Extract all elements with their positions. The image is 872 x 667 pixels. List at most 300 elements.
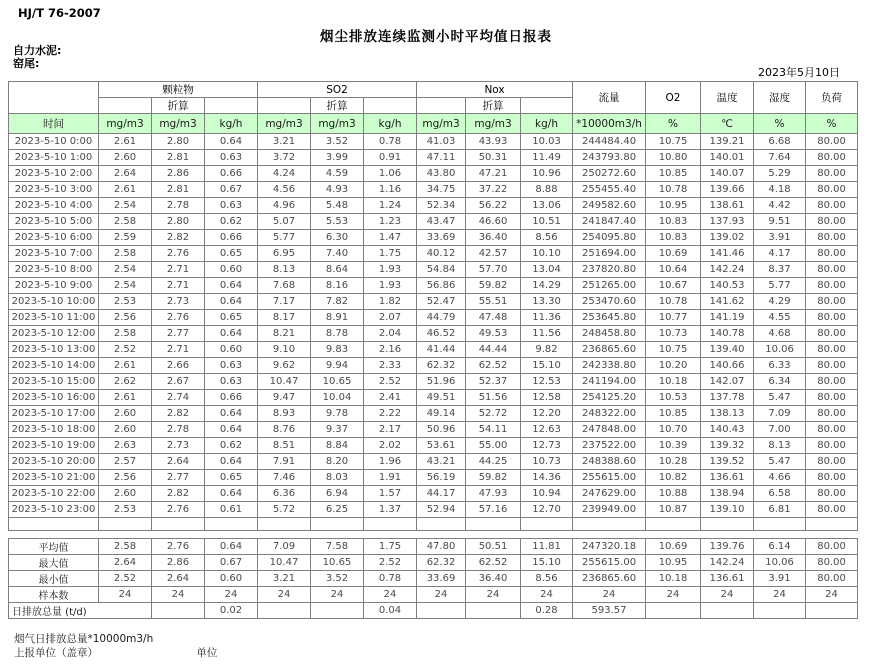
table-cell: 140.78 xyxy=(701,326,754,342)
table-cell: 2023-5-10 22:00 xyxy=(9,486,99,502)
table-cell: 239949.00 xyxy=(573,502,646,518)
table-cell: 2.80 xyxy=(152,214,205,230)
table-cell: 1.06 xyxy=(364,166,417,182)
table-cell: 2023-5-10 12:00 xyxy=(9,326,99,342)
table-row xyxy=(9,246,858,262)
table-cell: 43.93 xyxy=(466,134,521,150)
table-cell: 138.13 xyxy=(701,406,754,422)
table-cell: 2.60 xyxy=(99,406,152,422)
table-cell: 2023-5-10 9:00 xyxy=(9,278,99,294)
table-cell: 2.81 xyxy=(152,150,205,166)
table-cell: 0.64 xyxy=(205,326,258,342)
table-cell: 2.86 xyxy=(152,555,205,571)
table-cell: 62.32 xyxy=(417,555,466,571)
table-cell: 2.80 xyxy=(152,134,205,150)
unit-label: 单位 xyxy=(196,647,218,659)
table-cell: 43.47 xyxy=(417,214,466,230)
table-cell: 6.33 xyxy=(754,358,806,374)
table-cell: 0.78 xyxy=(364,134,417,150)
table-cell: 56.22 xyxy=(466,198,521,214)
unit-mg: mg/m3 xyxy=(417,114,466,134)
table-cell: 80.00 xyxy=(806,374,858,390)
table-cell: 4.24 xyxy=(258,166,311,182)
table-cell: 3.21 xyxy=(258,571,311,587)
table-cell: 12.73 xyxy=(521,438,573,454)
table-cell: 10.95 xyxy=(646,555,701,571)
table-cell xyxy=(646,518,701,531)
table-row xyxy=(9,486,858,502)
table-cell: 0.65 xyxy=(205,470,258,486)
table-cell: 10.28 xyxy=(646,454,701,470)
table-cell: 0.60 xyxy=(205,262,258,278)
table-cell: 1.23 xyxy=(364,214,417,230)
table-cell: 2.62 xyxy=(99,374,152,390)
table-cell: 2.17 xyxy=(364,422,417,438)
table-cell: 9.94 xyxy=(311,358,364,374)
table-cell: 8.17 xyxy=(258,310,311,326)
table-cell: 247848.00 xyxy=(573,422,646,438)
table-cell: 80.00 xyxy=(806,294,858,310)
table-cell: 253470.60 xyxy=(573,294,646,310)
table-cell: 41.03 xyxy=(417,134,466,150)
table-cell: 2.60 xyxy=(99,150,152,166)
table-cell: 11.81 xyxy=(521,539,573,555)
table-cell: 6.68 xyxy=(754,134,806,150)
table-cell: 9.62 xyxy=(258,358,311,374)
table-row xyxy=(9,358,858,374)
table-cell: 10.65 xyxy=(311,555,364,571)
table-cell: 2023-5-10 6:00 xyxy=(9,230,99,246)
table-cell: 13.30 xyxy=(521,294,573,310)
table-cell: 47.21 xyxy=(466,166,521,182)
unit-mg: mg/m3 xyxy=(466,114,521,134)
table-cell: 3.52 xyxy=(311,134,364,150)
table-cell: 2023-5-10 17:00 xyxy=(9,406,99,422)
table-cell: 80.00 xyxy=(806,230,858,246)
col-group-nox: Nox xyxy=(417,82,573,98)
table-cell: 140.43 xyxy=(701,422,754,438)
table-row xyxy=(9,502,858,518)
table-cell: 2.52 xyxy=(364,555,417,571)
table-cell: 50.96 xyxy=(417,422,466,438)
table-cell: 139.76 xyxy=(701,539,754,555)
table-cell: 2023-5-10 1:00 xyxy=(9,150,99,166)
report-unit-label: 上报单位（盖章） xyxy=(14,647,98,659)
table-cell: 44.79 xyxy=(417,310,466,326)
table-cell: 8.93 xyxy=(258,406,311,422)
table-cell: 57.16 xyxy=(466,502,521,518)
table-cell: 24 xyxy=(417,587,466,603)
table-cell: 2023-5-10 2:00 xyxy=(9,166,99,182)
table-cell xyxy=(646,603,701,619)
table-cell: 5.48 xyxy=(311,198,364,214)
report-table xyxy=(8,81,858,619)
table-cell: 2.33 xyxy=(364,358,417,374)
col-group-so2: SO2 xyxy=(258,82,417,98)
table-cell: 7.46 xyxy=(258,470,311,486)
table-cell: 5.77 xyxy=(258,230,311,246)
table-row xyxy=(9,294,858,310)
table-cell: 47.80 xyxy=(417,539,466,555)
table-cell: 2.63 xyxy=(99,438,152,454)
table-cell: 2.82 xyxy=(152,486,205,502)
table-cell: 10.85 xyxy=(646,166,701,182)
table-cell: 52.94 xyxy=(417,502,466,518)
col-temp: 温度 xyxy=(701,82,754,114)
table-cell: 80.00 xyxy=(806,539,858,555)
table-row xyxy=(9,150,858,166)
table-cell: 244484.40 xyxy=(573,134,646,150)
table-row xyxy=(9,326,858,342)
table-cell: 138.61 xyxy=(701,198,754,214)
table-cell: 44.25 xyxy=(466,454,521,470)
table-cell: 80.00 xyxy=(806,454,858,470)
unit-mg: mg/m3 xyxy=(99,114,152,134)
table-cell: 2023-5-10 16:00 xyxy=(9,390,99,406)
table-cell: 2023-5-10 4:00 xyxy=(9,198,99,214)
nox-kgh-spacer xyxy=(521,98,573,114)
table-cell: 10.47 xyxy=(258,555,311,571)
table-cell: 139.66 xyxy=(701,182,754,198)
table-row xyxy=(9,182,858,198)
table-cell: 242338.80 xyxy=(573,358,646,374)
table-cell xyxy=(806,603,858,619)
col-load: 负荷 xyxy=(806,82,858,114)
table-cell: 2.54 xyxy=(99,198,152,214)
table-cell: 80.00 xyxy=(806,310,858,326)
summary-row xyxy=(9,539,858,555)
company-name: 自力水泥: xyxy=(13,44,62,57)
table-cell: 80.00 xyxy=(806,262,858,278)
flue-gas-total-label: 烟气日排放总量*10000m3/h xyxy=(14,633,154,645)
table-cell: 47.93 xyxy=(466,486,521,502)
table-cell: 9.37 xyxy=(311,422,364,438)
pm-raw-spacer xyxy=(99,98,152,114)
table-cell: 2.82 xyxy=(152,406,205,422)
table-cell: 11.36 xyxy=(521,310,573,326)
table-cell: 7.91 xyxy=(258,454,311,470)
table-cell: 47.48 xyxy=(466,310,521,326)
table-cell: 0.66 xyxy=(205,390,258,406)
table-cell: 2023-5-10 11:00 xyxy=(9,310,99,326)
table-cell: 141.19 xyxy=(701,310,754,326)
table-cell: 36.40 xyxy=(466,230,521,246)
blank-row xyxy=(9,518,858,531)
table-cell: 12.63 xyxy=(521,422,573,438)
table-cell: 10.69 xyxy=(646,539,701,555)
table-cell: 142.24 xyxy=(701,555,754,571)
table-cell: 14.36 xyxy=(521,470,573,486)
table-cell: 236865.60 xyxy=(573,571,646,587)
table-cell: 80.00 xyxy=(806,571,858,587)
table-cell: 243793.80 xyxy=(573,150,646,166)
table-cell: 139.02 xyxy=(701,230,754,246)
table-cell: 251694.00 xyxy=(573,246,646,262)
table-cell: 10.77 xyxy=(646,310,701,326)
table-cell: 2.04 xyxy=(364,326,417,342)
unit-kgh: kg/h xyxy=(205,114,258,134)
table-cell: 57.70 xyxy=(466,262,521,278)
table-cell: 52.72 xyxy=(466,406,521,422)
time-header-spacer xyxy=(9,82,99,114)
footer-units-line xyxy=(14,645,217,660)
table-cell: 253645.80 xyxy=(573,310,646,326)
table-cell: 0.64 xyxy=(205,278,258,294)
table-cell: 4.17 xyxy=(754,246,806,262)
table-cell: 2.86 xyxy=(152,166,205,182)
table-cell: 2.76 xyxy=(152,310,205,326)
table-cell xyxy=(99,518,152,531)
table-cell: 10.94 xyxy=(521,486,573,502)
table-cell: 2.61 xyxy=(99,182,152,198)
table-cell: 2.52 xyxy=(99,571,152,587)
table-cell: 10.75 xyxy=(646,342,701,358)
table-cell: 2.64 xyxy=(99,166,152,182)
table-cell: 40.12 xyxy=(417,246,466,262)
table-cell: 24 xyxy=(754,587,806,603)
table-cell: 2.61 xyxy=(99,134,152,150)
summary-label: 平均值 xyxy=(9,539,99,555)
table-row xyxy=(9,230,858,246)
table-cell: 10.39 xyxy=(646,438,701,454)
table-cell: 2.64 xyxy=(99,555,152,571)
table-cell: 42.57 xyxy=(466,246,521,262)
table-cell: 2023-5-10 7:00 xyxy=(9,246,99,262)
unit-pct: % xyxy=(806,114,858,134)
table-cell: 8.91 xyxy=(311,310,364,326)
unit-mg: mg/m3 xyxy=(152,114,205,134)
table-cell: 137.93 xyxy=(701,214,754,230)
summary-label: 样本数 xyxy=(9,587,99,603)
table-cell: 248458.80 xyxy=(573,326,646,342)
table-cell: 7.64 xyxy=(754,150,806,166)
summary-label: 最大值 xyxy=(9,555,99,571)
table-cell: 1.93 xyxy=(364,278,417,294)
table-cell xyxy=(311,603,364,619)
table-cell: 10.20 xyxy=(646,358,701,374)
table-cell: 5.29 xyxy=(754,166,806,182)
table-cell: 80.00 xyxy=(806,438,858,454)
table-cell: 2.78 xyxy=(152,422,205,438)
table-cell: 2.71 xyxy=(152,262,205,278)
table-cell: 1.16 xyxy=(364,182,417,198)
table-cell: 142.24 xyxy=(701,262,754,278)
table-cell: 8.16 xyxy=(311,278,364,294)
table-cell xyxy=(9,518,99,531)
table-cell: 13.06 xyxy=(521,198,573,214)
table-cell: 4.18 xyxy=(754,182,806,198)
table-cell: 2.60 xyxy=(99,486,152,502)
table-cell: 49.53 xyxy=(466,326,521,342)
table-cell: 80.00 xyxy=(806,486,858,502)
so2-raw-spacer xyxy=(258,98,311,114)
table-cell: 0.91 xyxy=(364,150,417,166)
table-cell: 2.58 xyxy=(99,326,152,342)
table-cell: 0.64 xyxy=(205,294,258,310)
report-title: 烟尘排放连续监测小时平均值日报表 xyxy=(320,29,552,45)
table-cell: 11.49 xyxy=(521,150,573,166)
table-cell: 8.56 xyxy=(521,230,573,246)
table-cell: 8.13 xyxy=(258,262,311,278)
table-cell: 4.59 xyxy=(311,166,364,182)
table-cell: 139.52 xyxy=(701,454,754,470)
table-cell: 2.78 xyxy=(152,198,205,214)
table-cell: 0.64 xyxy=(205,134,258,150)
daily-total-label: 日排放总量 (t/d) xyxy=(9,603,152,619)
table-row xyxy=(9,406,858,422)
table-cell: 6.25 xyxy=(311,502,364,518)
table-row xyxy=(9,214,858,230)
table-cell: 24 xyxy=(466,587,521,603)
table-cell: 139.10 xyxy=(701,502,754,518)
table-cell: 8.64 xyxy=(311,262,364,278)
table-cell: 10.64 xyxy=(646,262,701,278)
table-cell: 2.56 xyxy=(99,310,152,326)
summary-row xyxy=(9,571,858,587)
table-cell: 2.58 xyxy=(99,246,152,262)
table-cell: 47.11 xyxy=(417,150,466,166)
table-cell: 2.76 xyxy=(152,246,205,262)
table-cell: 51.96 xyxy=(417,374,466,390)
table-cell xyxy=(417,518,466,531)
table-cell: 10.83 xyxy=(646,230,701,246)
table-cell: 10.82 xyxy=(646,470,701,486)
table-cell: 80.00 xyxy=(806,502,858,518)
table-cell: 0.63 xyxy=(205,150,258,166)
table-cell: 2023-5-10 8:00 xyxy=(9,262,99,278)
table-cell: 33.69 xyxy=(417,230,466,246)
table-cell: 43.21 xyxy=(417,454,466,470)
table-cell: 80.00 xyxy=(806,422,858,438)
table-cell: 0.64 xyxy=(205,486,258,502)
table-cell: 2.57 xyxy=(99,454,152,470)
table-cell: 14.29 xyxy=(521,278,573,294)
table-cell: 80.00 xyxy=(806,198,858,214)
table-cell: 254095.80 xyxy=(573,230,646,246)
table-cell: 2.41 xyxy=(364,390,417,406)
table-cell: 2023-5-10 0:00 xyxy=(9,134,99,150)
table-cell: 0.64 xyxy=(205,406,258,422)
table-cell: 2.58 xyxy=(99,539,152,555)
table-cell: 0.60 xyxy=(205,571,258,587)
table-cell: 49.14 xyxy=(417,406,466,422)
standard-number: HJ/T 76-2007 xyxy=(18,6,101,20)
table-cell: 24 xyxy=(646,587,701,603)
table-cell: 2.60 xyxy=(99,422,152,438)
table-cell xyxy=(152,603,205,619)
table-cell: 2023-5-10 13:00 xyxy=(9,342,99,358)
table-cell: 8.37 xyxy=(754,262,806,278)
table-cell: 8.03 xyxy=(311,470,364,486)
table-cell: 2.22 xyxy=(364,406,417,422)
table-cell: 80.00 xyxy=(806,278,858,294)
table-cell: 33.69 xyxy=(417,571,466,587)
table-cell: 56.19 xyxy=(417,470,466,486)
table-cell: 10.18 xyxy=(646,374,701,390)
table-cell: 0.67 xyxy=(205,182,258,198)
table-cell: 2023-5-10 20:00 xyxy=(9,454,99,470)
table-cell: 9.47 xyxy=(258,390,311,406)
col-humidity: 湿度 xyxy=(754,82,806,114)
table-cell: 24 xyxy=(152,587,205,603)
table-cell: 44.17 xyxy=(417,486,466,502)
table-cell: 2.76 xyxy=(152,539,205,555)
table-cell: 1.93 xyxy=(364,262,417,278)
table-cell: 139.40 xyxy=(701,342,754,358)
unit-mg: mg/m3 xyxy=(311,114,364,134)
table-cell: 3.91 xyxy=(754,230,806,246)
table-cell: 7.82 xyxy=(311,294,364,310)
table-cell: 6.30 xyxy=(311,230,364,246)
table-cell: 2023-5-10 3:00 xyxy=(9,182,99,198)
table-cell: 12.53 xyxy=(521,374,573,390)
table-cell: 10.67 xyxy=(646,278,701,294)
table-cell: 24 xyxy=(205,587,258,603)
table-cell: 2.71 xyxy=(152,342,205,358)
report-date: 2023年5月10日 xyxy=(758,66,840,79)
table-cell xyxy=(521,518,573,531)
table-row xyxy=(9,454,858,470)
table-cell: 10.73 xyxy=(646,326,701,342)
table-cell: 136.61 xyxy=(701,470,754,486)
table-cell: 10.04 xyxy=(311,390,364,406)
table-cell: 8.76 xyxy=(258,422,311,438)
header-row-units xyxy=(9,114,858,134)
unit-mg: mg/m3 xyxy=(258,114,311,134)
table-cell: 8.21 xyxy=(258,326,311,342)
table-cell: 6.14 xyxy=(754,539,806,555)
table-cell: 2.67 xyxy=(152,374,205,390)
table-cell: 593.57 xyxy=(573,603,646,619)
table-cell xyxy=(466,603,521,619)
table-cell: 2.56 xyxy=(99,470,152,486)
table-cell: 8.13 xyxy=(754,438,806,454)
table-row xyxy=(9,166,858,182)
table-cell: 10.65 xyxy=(311,374,364,390)
unit-kgh: kg/h xyxy=(364,114,417,134)
table-cell: 7.68 xyxy=(258,278,311,294)
table-cell xyxy=(573,518,646,531)
table-cell: 2.54 xyxy=(99,262,152,278)
table-cell: 11.56 xyxy=(521,326,573,342)
table-cell: 52.34 xyxy=(417,198,466,214)
table-cell: 141.62 xyxy=(701,294,754,310)
table-cell: 34.75 xyxy=(417,182,466,198)
table-cell xyxy=(364,518,417,531)
table-cell: 6.34 xyxy=(754,374,806,390)
table-cell: 10.06 xyxy=(754,555,806,571)
table-cell: 1.82 xyxy=(364,294,417,310)
table-cell: 0.04 xyxy=(364,603,417,619)
summary-label: 最小值 xyxy=(9,571,99,587)
table-cell: 5.47 xyxy=(754,454,806,470)
table-cell: 4.56 xyxy=(258,182,311,198)
table-cell: 8.78 xyxy=(311,326,364,342)
table-cell: 2.77 xyxy=(152,470,205,486)
time-column-header: 时间 xyxy=(9,114,99,134)
table-cell: 0.63 xyxy=(205,358,258,374)
table-cell: 46.52 xyxy=(417,326,466,342)
table-cell: 2023-5-10 10:00 xyxy=(9,294,99,310)
table-cell xyxy=(701,603,754,619)
table-cell: 5.77 xyxy=(754,278,806,294)
table-cell xyxy=(466,518,521,531)
summary-row xyxy=(9,555,858,571)
table-cell: 4.42 xyxy=(754,198,806,214)
table-cell: 24 xyxy=(806,587,858,603)
table-cell: 6.58 xyxy=(754,486,806,502)
table-cell: 0.67 xyxy=(205,555,258,571)
